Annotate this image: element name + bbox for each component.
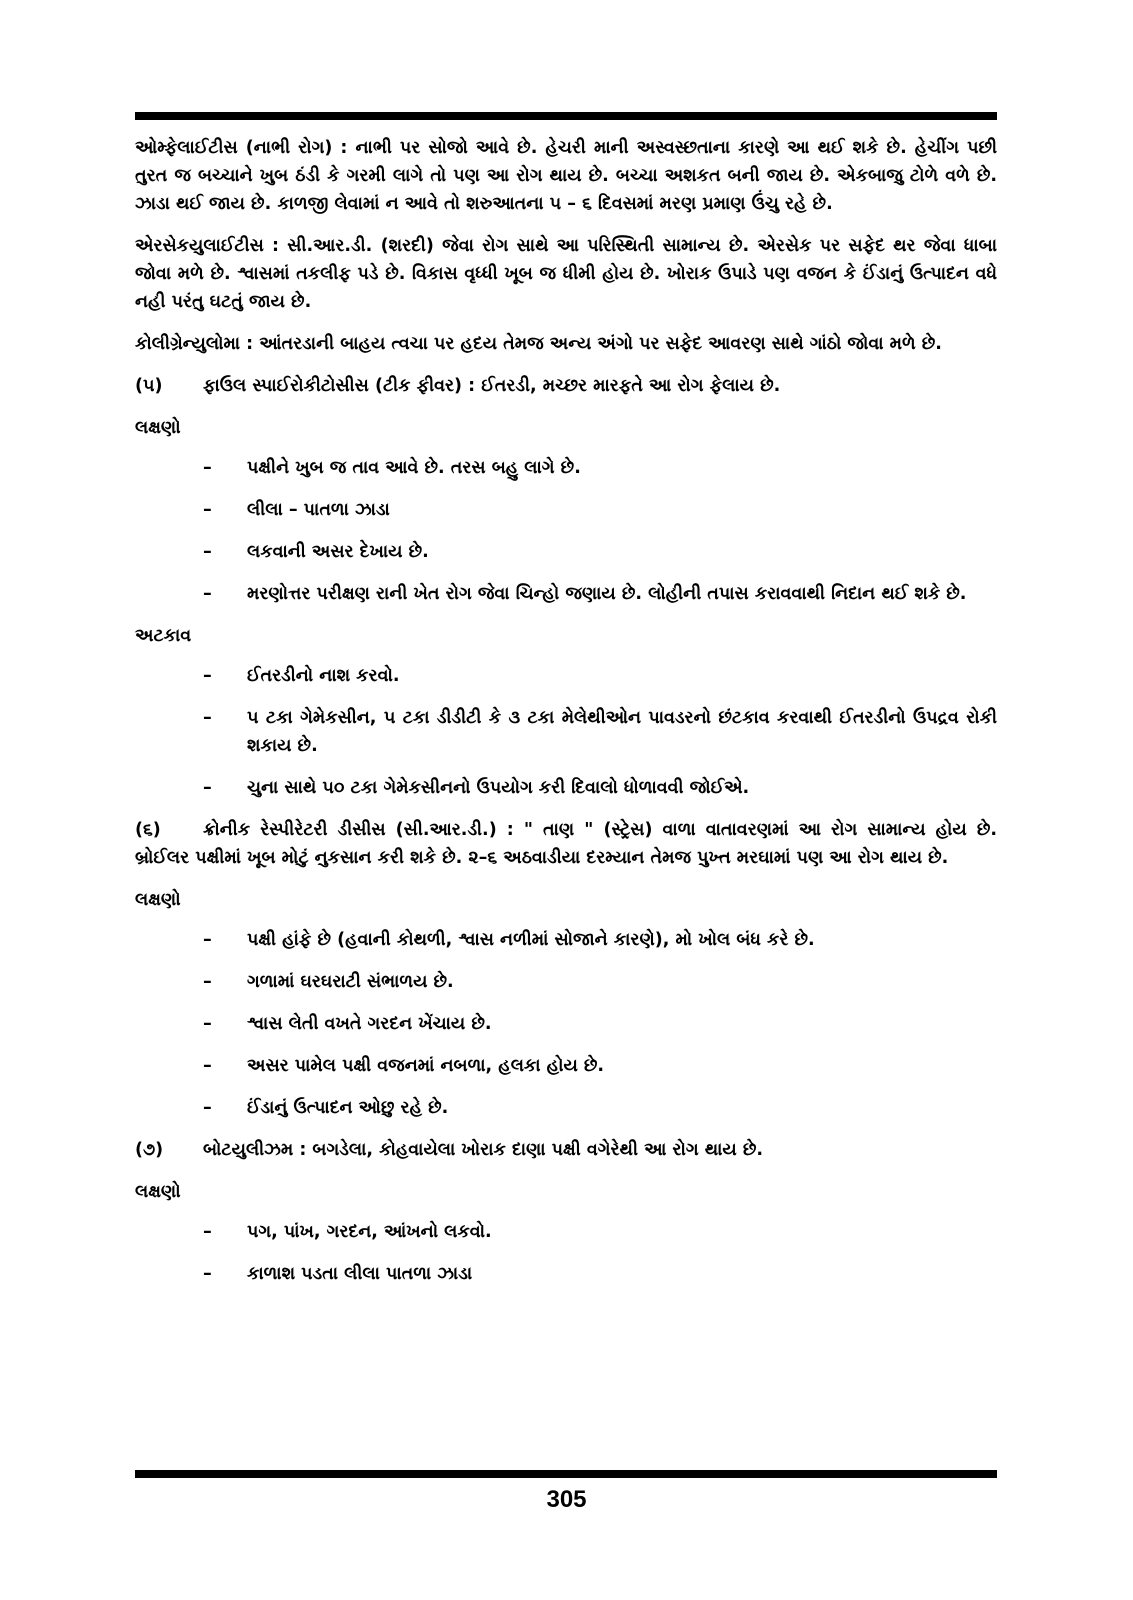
paragraph-airsacculitis: એરસેકયુલાઈટીસ : સી.આર.ડી. (શરદી) જેવા રોગ સાથે આ પરિસ્થિતી સામાન્ય છે. એરસેક પર સફેદ થર જેવા ધાબા જોવા મળે છે. શ્વાસમાં તકલીફ પડે છે. વિકાસ વૃધ્ધી ખૂબ જ ધીમી હોય છે. ખોરાક ઉપાડે પણ વજન કે ઈંડાનું ઉત્પાદન વધે નહી પરંતુ ઘટતું જાય છે. xyxy=(135,236,997,312)
section-7-heading xyxy=(135,1136,997,1164)
list-item-text: ગળામાં ઘરઘરાટી સંભાળય છે. xyxy=(247,972,454,992)
section-5-number: (૫) xyxy=(135,376,163,396)
list-item xyxy=(203,538,997,566)
bottom-rule xyxy=(135,1470,997,1478)
list-dash: – xyxy=(203,708,212,728)
list-item-text: પગ, પાંખ, ગરદન, આંખનો લકવો. xyxy=(247,1222,492,1242)
section-7-symptoms-heading: લક્ષણો xyxy=(135,1182,181,1202)
list-item xyxy=(203,1260,997,1288)
page-body xyxy=(135,134,997,1302)
list-dash: – xyxy=(203,500,212,520)
list-item xyxy=(203,1218,997,1246)
paragraph-omphalitis: ઓમ્ફેલાઈટીસ (નાભી રોગ) : નાભી પર સોજો આવે છે. હેચરી માની અસ્વસ્છતાના કારણે આ થઈ શકે છે. હેચીંગ પછી તુરત જ બચ્ચાને ખુબ ઠંડી કે ગરમી લાગે તો પણ આ રોગ થાય છે. બચ્ચા અશકત બની જાય છે. એકબાજુ ટોળે વળે છે. ઝાડા થઈ જાય છે. કાળજી લેવામાં ન આવે તો શરુઆતના ૫ – ૬ દિવસમાં મરણ પ્રમાણ ઉંચુ રહે છે. xyxy=(135,138,997,214)
list-item-text: ઈતરડીનો નાશ કરવો. xyxy=(247,666,400,686)
list-dash: – xyxy=(203,1222,212,1242)
list-item-text: કાળાશ પડતા લીલા પાતળા ઝાડા xyxy=(247,1264,473,1284)
section-5-symptoms-heading: લક્ષણો xyxy=(135,418,181,438)
list-dash: – xyxy=(203,542,212,562)
list-item-text: લકવાની અસર દેખાય છે. xyxy=(247,542,429,562)
list-item xyxy=(203,774,997,802)
list-dash: – xyxy=(203,778,212,798)
section-6-text: ક્રોનીક રેસ્પીરેટરી ડીસીસ (સી.આર.ડી.) : " તાણ " (સ્ટ્રેસ) વાળા વાતાવરણમાં આ રોગ સામાન્ય હોય છે. બ્રોઈલર પક્ષીમાં ખૂબ મોટું નુકસાન કરી શકે છે. ૨–૬ અઠવાડીયા દરમ્યાન તેમજ પુખ્ત મરઘામાં પણ આ રોગ થાય છે. xyxy=(135,820,997,868)
list-dash: – xyxy=(203,1014,212,1034)
list-item-text: લીલા – પાતળા ઝાડા xyxy=(247,500,390,520)
list-dash: – xyxy=(203,1264,212,1284)
list-item xyxy=(203,968,997,996)
list-dash: – xyxy=(203,1098,212,1118)
list-item-text: મરણોત્તર પરીક્ષણ રાની ખેત રોગ જેવા ચિન્હો જણાય છે. લોહીની તપાસ કરાવવાથી નિદાન થઈ શકે છે. xyxy=(247,584,967,604)
section-5-text: ફાઉલ સ્પાઈરોકીટોસીસ (ટીક ફીવર) : ઈતરડી, મચ્છર મારફતે આ રોગ ફેલાય છે. xyxy=(203,376,781,396)
list-dash: – xyxy=(203,930,212,950)
section-7-text: બોટયુલીઝમ : બગડેલા, કોહવાયેલા ખોરાક દાણા પક્ષી વગેરેથી આ રોગ થાય છે. xyxy=(203,1140,764,1160)
list-item xyxy=(203,496,997,524)
list-item xyxy=(203,662,997,690)
list-item xyxy=(203,454,997,482)
list-item xyxy=(203,704,997,760)
list-item-text: ૫ ટકા ગેમેકસીન, ૫ ટકા ડીડીટી કે ૩ ટકા મેલેથીઓન પાવડરનો છંટકાવ કરવાથી ઈતરડીનો ઉપદ્રવ રોકી શકાય છે. xyxy=(247,708,998,756)
list-item-text: ઈંડાનું ઉત્પાદન ઓછુ રહે છે. xyxy=(247,1098,449,1118)
list-dash: – xyxy=(203,584,212,604)
paragraph-coligranuloma: કોલીગ્રેન્યુલોમા : આંતરડાની બાહય ત્વચા પર હદય તેમજ અન્ય અંગો પર સફેદ આવરણ સાથે ગાંઠો જોવા મળે છે. xyxy=(135,334,942,354)
section-6-symptoms-heading: લક્ષણો xyxy=(135,890,181,910)
list-item xyxy=(203,580,997,608)
section-5-prevention-heading: અટકાવ xyxy=(135,626,192,646)
list-dash: – xyxy=(203,458,212,478)
list-item xyxy=(203,1052,997,1080)
list-item-text: અસર પામેલ પક્ષી વજનમાં નબળા, હલકા હોય છે. xyxy=(247,1056,605,1076)
list-item-text: ચુના સાથે ૫૦ ટકા ગેમેકસીનનો ઉપયોગ કરી દિવાલો ધોળાવવી જોઈએ. xyxy=(247,778,750,798)
section-6-heading xyxy=(135,816,997,872)
section-7-number: (૭) xyxy=(135,1140,164,1160)
list-item-text: શ્વાસ લેતી વખતે ગરદન ખેંચાય છે. xyxy=(247,1014,492,1034)
list-dash: – xyxy=(203,1056,212,1076)
list-item-text: પક્ષી હાંફે છે (હવાની કોથળી, શ્વાસ નળીમાં સોજાને કારણે), મો ખોલ બંધ કરે છે. xyxy=(247,930,815,950)
list-dash: – xyxy=(203,972,212,992)
list-item xyxy=(203,1010,997,1038)
list-dash: – xyxy=(203,666,212,686)
list-item xyxy=(203,926,997,954)
page-number: 305 xyxy=(546,1486,587,1513)
list-item-text: પક્ષીને ખુબ જ તાવ આવે છે. તરસ બહુ લાગે છે. xyxy=(247,458,581,478)
top-rule xyxy=(135,112,997,120)
list-item xyxy=(203,1094,997,1122)
section-6-number: (૬) xyxy=(135,820,161,840)
section-5-heading xyxy=(135,372,997,400)
